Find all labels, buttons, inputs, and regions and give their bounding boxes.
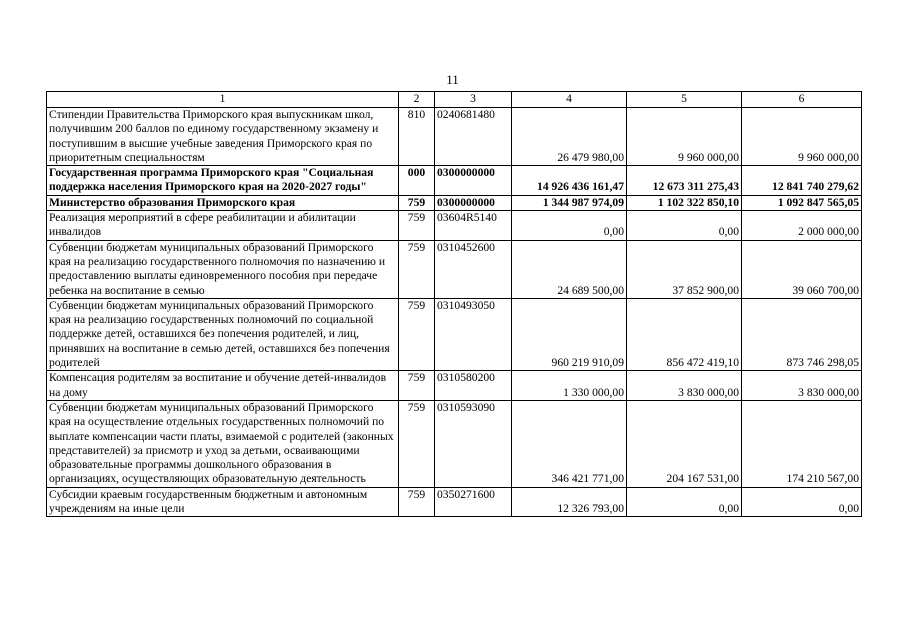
table-row: [47, 166, 862, 196]
table-row: [47, 240, 862, 298]
header-col-5: 5: [627, 92, 742, 108]
row-code: 810: [399, 108, 435, 166]
row-amount-col5: 37 852 900,00: [627, 240, 742, 298]
header-col-6: 6: [742, 92, 862, 108]
row-amount-col5: 3 830 000,00: [627, 371, 742, 401]
row-name: Реализация мероприятий в сфере реабилитации и абилитации инвалидов: [47, 211, 399, 241]
row-amount-col5: 0,00: [627, 487, 742, 517]
row-amount-col6: 9 960 000,00: [742, 108, 862, 166]
row-code: 000: [399, 166, 435, 196]
row-amount-col5: 12 673 311 275,43: [627, 166, 742, 196]
row-code: 759: [399, 211, 435, 241]
row-amount-col5: 856 472 419,10: [627, 298, 742, 370]
table-row: [47, 211, 862, 241]
row-code: 759: [399, 400, 435, 487]
table-header-row: [47, 92, 862, 108]
row-amount-col5: 1 102 322 850,10: [627, 195, 742, 210]
table-row: [47, 487, 862, 517]
row-target-article: 0300000000: [435, 195, 512, 210]
row-amount-col4: 14 926 436 161,47: [512, 166, 627, 196]
row-amount-col4: 960 219 910,09: [512, 298, 627, 370]
row-amount-col6: 39 060 700,00: [742, 240, 862, 298]
table-row: [47, 298, 862, 370]
row-amount-col4: 1 330 000,00: [512, 371, 627, 401]
row-amount-col4: 0,00: [512, 211, 627, 241]
row-name: Субвенции бюджетам муниципальных образований Приморского края на осуществление отдельных государственных полномочий по выплате компенсации части платы, взимаемой с родителей (законных представителей) за присмотр и уход за детьми, осваивающими образовательные программы дошкольного образования в организациях, осуществляющих образовательную деятельность: [47, 400, 399, 487]
row-code: 759: [399, 195, 435, 210]
row-amount-col4: 12 326 793,00: [512, 487, 627, 517]
header-col-1: 1: [47, 92, 399, 108]
row-amount-col4: 26 479 980,00: [512, 108, 627, 166]
row-amount-col6: 3 830 000,00: [742, 371, 862, 401]
row-amount-col5: 204 167 531,00: [627, 400, 742, 487]
row-amount-col6: 1 092 847 565,05: [742, 195, 862, 210]
row-target-article: 03604R5140: [435, 211, 512, 241]
header-col-3: 3: [435, 92, 512, 108]
row-amount-col6: 0,00: [742, 487, 862, 517]
header-col-4: 4: [512, 92, 627, 108]
row-name: Субсидии краевым государственным бюджетным и автономным учреждениям на иные цели: [47, 487, 399, 517]
table-row: [47, 195, 862, 210]
row-amount-col4: 1 344 987 974,09: [512, 195, 627, 210]
row-target-article: 0350271600: [435, 487, 512, 517]
row-name: Субвенции бюджетам муниципальных образований Приморского края на реализацию государственного полномочия по назначению и предоставлению выплаты единовременного пособия при передаче ребенка на воспитание в семью: [47, 240, 399, 298]
row-amount-col4: 346 421 771,00: [512, 400, 627, 487]
row-target-article: 0310452600: [435, 240, 512, 298]
row-code: 759: [399, 371, 435, 401]
row-name: Субвенции бюджетам муниципальных образований Приморского края на реализацию государственных полномочий по социальной поддержке детей, оставшихся без попечения родителей, и лиц, принявших на воспитание в семью детей, оставшихся без попечения родителей: [47, 298, 399, 370]
row-amount-col5: 9 960 000,00: [627, 108, 742, 166]
row-amount-col6: 2 000 000,00: [742, 211, 862, 241]
table-row: [47, 108, 862, 166]
row-code: 759: [399, 487, 435, 517]
page-number: 11: [446, 72, 459, 87]
table-row: [47, 371, 862, 401]
row-amount-col6: 873 746 298,05: [742, 298, 862, 370]
row-name: Компенсация родителям за воспитание и обучение детей-инвалидов на дому: [47, 371, 399, 401]
row-name: Министерство образования Приморского края: [47, 195, 399, 210]
row-target-article: 0310493050: [435, 298, 512, 370]
row-code: 759: [399, 298, 435, 370]
row-amount-col6: 174 210 567,00: [742, 400, 862, 487]
budget-table: [46, 91, 862, 517]
row-amount-col4: 24 689 500,00: [512, 240, 627, 298]
row-target-article: 0300000000: [435, 166, 512, 196]
row-amount-col5: 0,00: [627, 211, 742, 241]
row-name: Государственная программа Приморского края "Социальная поддержка населения Приморского края на 2020-2027 годы": [47, 166, 399, 196]
row-code: 759: [399, 240, 435, 298]
row-target-article: 0310593090: [435, 400, 512, 487]
row-target-article: 0310580200: [435, 371, 512, 401]
table-row: [47, 400, 862, 487]
header-col-2: 2: [399, 92, 435, 108]
row-target-article: 0240681480: [435, 108, 512, 166]
row-name: Стипендии Правительства Приморского края выпускникам школ, получившим 200 баллов по единому государственному экзамену и поступившим в высшие учебные заведения Приморского края по приоритетным специальностям: [47, 108, 399, 166]
row-amount-col6: 12 841 740 279,62: [742, 166, 862, 196]
